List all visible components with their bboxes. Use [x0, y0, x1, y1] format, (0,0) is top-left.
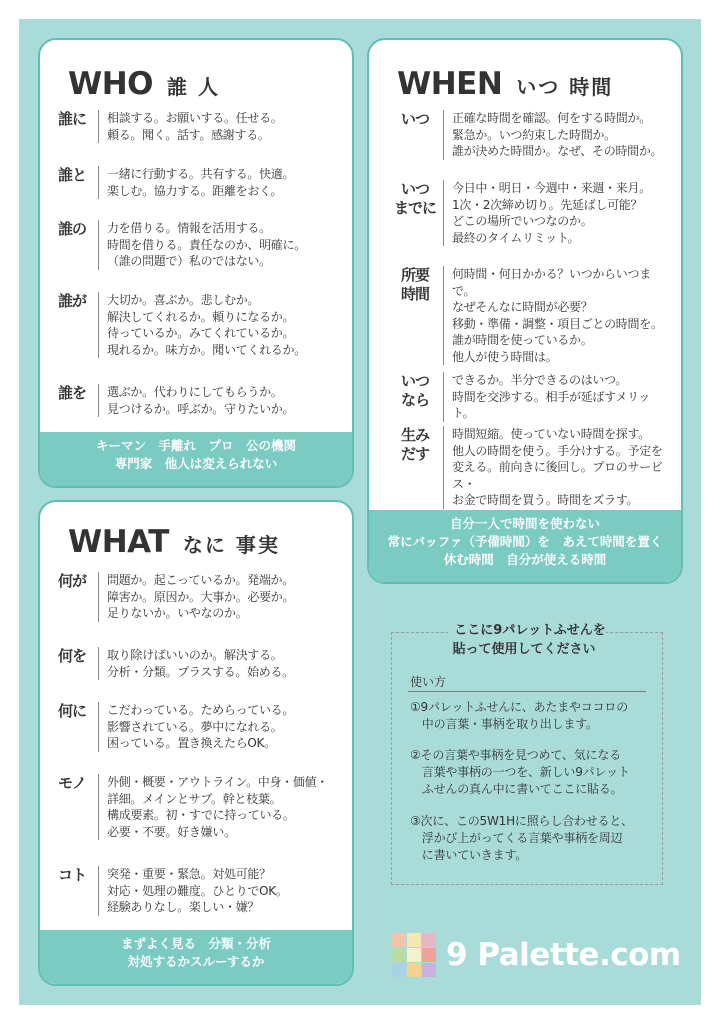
when-row — [387, 266, 669, 365]
what-row — [58, 702, 340, 752]
when-footer: 自分一人で時間を使わない 常にバッファ（予備時間）を あえて時間を置く 休む時間 自分が使える時間 — [369, 510, 681, 582]
usage-step: ②その言葉や事柄を見つめて、気になる 言葉や事柄の一つを、新しい9パレット ふせんの真ん中に書いてここに貼る。 — [410, 748, 630, 796]
what-row — [58, 647, 340, 680]
what-row-label: コト — [58, 866, 87, 884]
when-row-label: 所要 時間 — [400, 266, 429, 303]
when-row — [387, 372, 669, 422]
who-row-text: 力を借りる。情報を活用する。 時間を借りる。責任なのか、明確に。 （誰の問題で）私のではない。 — [98, 220, 306, 270]
who-row-text: 相談する。お願いする。任せる。 頼る。聞く。話す。感謝する。 — [98, 110, 283, 143]
when-row-text: できるか。半分できるのはいつ。 時間を交渉する。相手が延ばすメリット。 — [443, 372, 669, 422]
who-row — [58, 110, 340, 143]
who-footer: キーマン 手離れ プロ 公の機関 専門家 他人は変えられない — [40, 432, 352, 486]
when-row-text: 正確な時間を確認。何をする時間か。 緊急か。いつ約束した時間か。 誰が決めた時間か。なぜ、その時間か。 — [443, 110, 662, 160]
palette-square — [407, 948, 421, 962]
who-title-en: WHO — [68, 66, 153, 102]
who-title — [68, 66, 220, 102]
when-row-text: 何時間・何日かかる？いつからいつまで。 なぜそんなに時間が必要？ 移動・準備・調整・項目ごとの時間を。 誰が時間を使っているか。 他人が使う時間は。 — [443, 266, 669, 365]
usage-box — [391, 623, 663, 885]
what-title-ja: なに 事実 — [182, 533, 280, 557]
when-row-text: 今日中・明日・今週中・来週・来月。 1次・2次締め切り。先延ばし可能？ どこの場所でいつなのか。 最終のタイムリミット。 — [443, 180, 651, 246]
what-row-text: 取り除けばいいのか。解決する。 分析・分類。プラスする。始める。 — [98, 647, 294, 680]
what-row-text: 問題か。起こっているか。発端か。 障害か。原因か。大事か。必要か。 足りないか。いやなのか。 — [98, 572, 294, 622]
what-row — [58, 572, 340, 622]
who-row — [58, 384, 340, 417]
who-row — [58, 166, 340, 199]
when-row-label: 生み だす — [400, 426, 429, 463]
palette-square — [392, 963, 406, 977]
when-card — [367, 38, 683, 584]
palette-square — [392, 933, 406, 947]
what-row-label: 何に — [58, 702, 87, 720]
when-row-label: いつ なら — [400, 372, 429, 409]
when-row — [387, 110, 669, 160]
palette-square — [422, 933, 436, 947]
who-row — [58, 220, 340, 270]
brand-logo — [392, 933, 681, 977]
when-row-label: いつ — [400, 110, 429, 128]
what-title-en: WHAT — [68, 524, 169, 560]
usage-step: ③次に、この5W1Hに照らし合わせると、 浮かび上がってくる言葉や事柄を周辺 に書いていきます。 — [410, 814, 633, 862]
who-row-label: 誰と — [58, 166, 87, 184]
who-row-label: 誰を — [58, 384, 87, 402]
usage-subtitle: 使い方 — [410, 675, 447, 689]
palette-square — [407, 963, 421, 977]
when-row — [387, 426, 669, 509]
who-row-label: 誰の — [58, 220, 87, 238]
palette-square — [392, 948, 406, 962]
palette-square — [422, 948, 436, 962]
when-title-ja: いつ 時間 — [516, 75, 614, 99]
when-row-text: 時間短縮。使っていない時間を探す。 他人の時間を使う。手分けする。予定を 変える。前向きに後回し。プロのサービス・ お金で時間を買う。時間をズラす。 — [443, 426, 669, 509]
who-row-label: 誰が — [58, 292, 87, 310]
palette-square — [407, 933, 421, 947]
when-row-label: いつ までに — [393, 180, 436, 217]
who-title-ja: 誰 人 — [167, 75, 220, 99]
usage-heading — [392, 621, 662, 659]
who-row — [58, 292, 340, 358]
what-row-text: 外側・概要・アウトライン。中身・価値・ 詳細。メインとサブ。幹と枝葉。 構成要素。初・すでに持っている。 必要・不要。好き嫌い。 — [98, 774, 328, 840]
when-title — [397, 66, 613, 102]
who-row-text: 一緒に行動する。共有する。快適。 楽しむ。協力する。距離をおく。 — [98, 166, 294, 199]
brand-logo-text: 9 Palette.com — [446, 937, 681, 973]
what-card — [38, 500, 354, 986]
palette-grid-icon — [392, 933, 436, 977]
what-row — [58, 866, 340, 916]
what-row-label: 何が — [58, 572, 87, 590]
who-card — [38, 38, 354, 488]
usage-step: ①9パレットふせんに、あたまやココロの 中の言葉・事柄を取り出します。 — [410, 700, 628, 731]
what-row-text: 突発・重要・緊急。対処可能？ 対応・処理の難度。ひとりでOK。 経験ありなし。楽しい・嫌？ — [98, 866, 288, 916]
what-row-text: こだわっている。ためらっている。 影響されている。夢中になれる。 困っている。置き換えたらOK。 — [98, 702, 294, 752]
what-footer: まずよく見る 分類・分析 対処するかスルーするか — [40, 930, 352, 984]
who-row-text: 選ぶか。代わりにしてもらうか。 見つけるか。呼ぶか。守りたいか。 — [98, 384, 294, 417]
when-row — [387, 180, 669, 246]
usage-heading-text: ここに9パレットふせんを 貼って使用してください — [448, 623, 605, 657]
when-title-en: WHEN — [397, 66, 503, 102]
what-title — [68, 524, 280, 560]
who-row-text: 大切か。喜ぶか。悲しむか。 解決してくれるか。頼りになるか。 待っているか。みてくれているか。 現れるか。味方か。聞いてくれるか。 — [98, 292, 306, 358]
what-row-label: 何を — [58, 647, 87, 665]
what-row-label: モノ — [58, 774, 86, 792]
usage-divider — [408, 691, 646, 692]
who-row-label: 誰に — [58, 110, 87, 128]
what-row — [58, 774, 340, 840]
palette-square — [422, 963, 436, 977]
